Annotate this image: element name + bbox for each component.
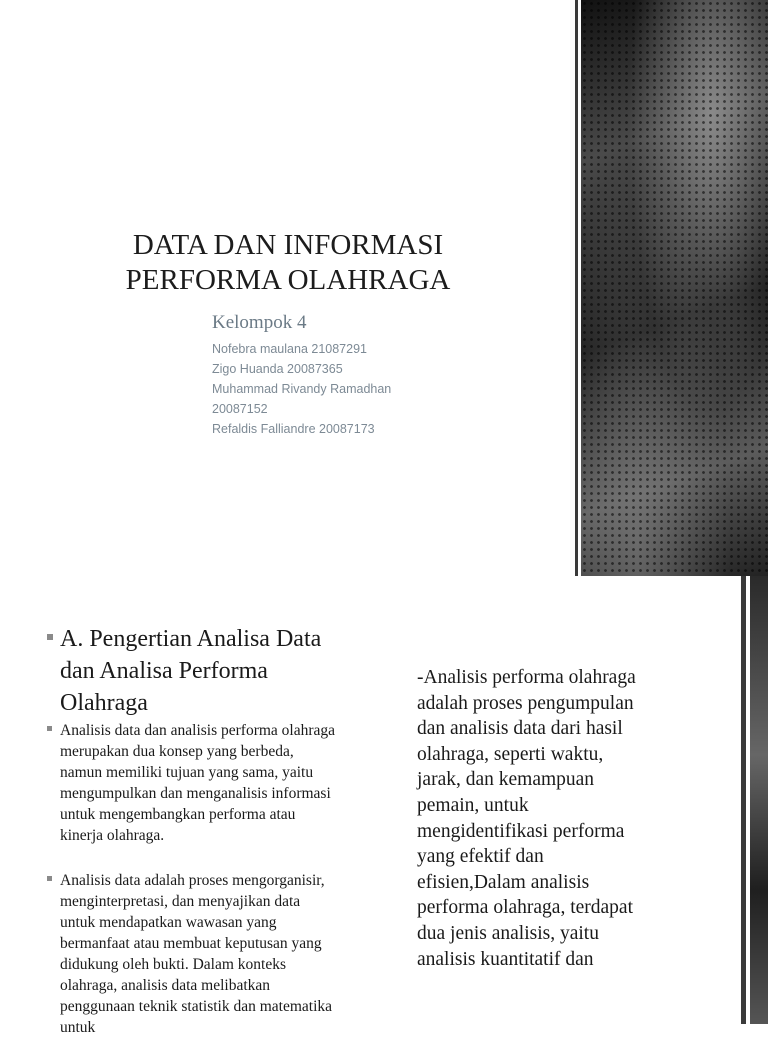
title-line-2: PERFORMA OLAHRAGA <box>125 264 451 296</box>
band-dot-pattern <box>581 0 768 576</box>
bullet-item <box>47 870 337 1038</box>
bullet-item <box>47 720 337 846</box>
slide-edge-line <box>741 576 746 1024</box>
member-item: Refaldis Falliandre 20087173 <box>212 422 375 436</box>
slide-title <box>100 228 476 298</box>
title-line-1: DATA DAN INFORMASI <box>132 229 444 261</box>
square-bullet-icon <box>47 876 52 881</box>
member-list <box>212 339 442 439</box>
member-item: Muhammad Rivandy Ramadhan 20087152 <box>212 382 392 416</box>
square-bullet-icon <box>47 726 52 731</box>
square-bullet-icon <box>47 634 53 640</box>
right-column-text: -Analisis performa olahraga adalah proses pengumpulan dan analisis data dari hasil olahraga, seperti waktu, jarak, dan kemampuan pemain, untuk mengidentifikasi performa yang efektif dan efisien,Dalam analisis performa olahraga, terdapat dua jenis analisis, yaitu analisis kuantitatif dan <box>417 667 636 970</box>
slide-subtitle: Kelompok 4 <box>212 312 307 333</box>
section-heading <box>47 623 347 719</box>
member-item: Zigo Huanda 20087365 <box>212 362 343 376</box>
member-item: Nofebra maulana 21087291 <box>212 342 367 356</box>
content-slide <box>0 576 768 1036</box>
decorative-dark-band <box>750 576 768 1024</box>
bullet-text: Analisis data dan analisis performa olahraga merupakan dua konsep yang berbeda, namun memiliki tujuan yang sama, yaitu mengumpulkan dan menganalisis informasi untuk mengembangkan performa atau kinerja olahraga. <box>60 722 336 844</box>
decorative-dark-band <box>575 0 768 576</box>
bullet-text: Analisis data adalah proses mengorganisir, menginterpretasi, dan menyajikan data untuk mendapatkan wawasan yang bermanfaat atau membuat keputusan yang didukung oleh bukti. Dalam konteks olahraga, analisis data melibatkan penggunaan teknik statistik dan matematika untuk <box>60 872 333 1036</box>
section-heading-text: A. Pengertian Analisa Data dan Analisa Performa Olahraga <box>60 626 322 716</box>
